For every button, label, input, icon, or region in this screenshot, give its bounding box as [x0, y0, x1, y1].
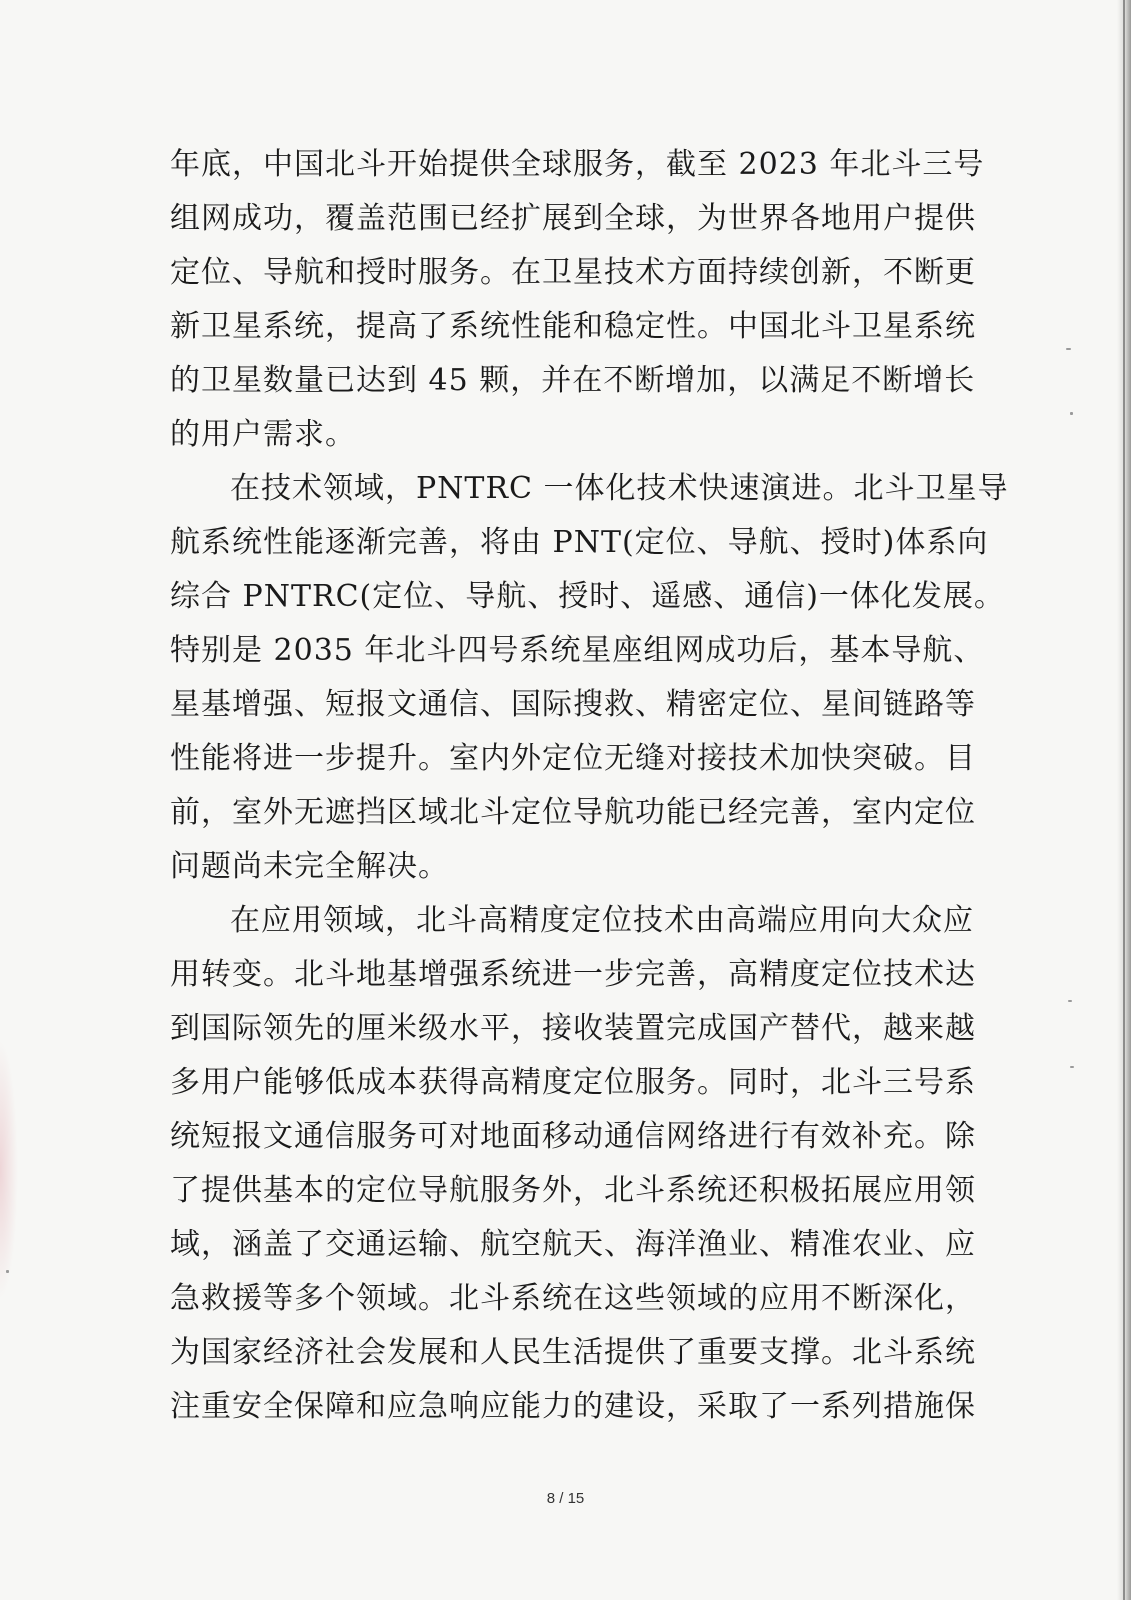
text-line: 星基增强、短报文通信、国际搜救、精密定位、星间链路等: [170, 687, 976, 722]
paragraph-3: [170, 894, 976, 1434]
text-line: 航系统性能逐渐完善，将由 PNT(定位、导航、授时)体系向: [170, 525, 989, 560]
text-line: 前，室外无遮挡区域北斗定位导航功能已经完善，室内定位: [170, 795, 976, 830]
text-line: 统短报文通信服务可对地面移动通信网络进行有效补充。除: [170, 1119, 976, 1154]
paragraph-2: [170, 462, 1009, 894]
text-line: 年底，中国北斗开始提供全球服务，截至 2023 年北斗三号: [170, 147, 985, 182]
text-line: 急救援等多个领域。北斗系统在这些领域的应用不断深化，: [170, 1281, 976, 1316]
scan-speck: [1068, 1000, 1072, 1002]
text-line: 综合 PNTRC(定位、导航、授时、遥感、通信)一体化发展。: [170, 579, 1005, 614]
body-text: [170, 138, 1009, 1434]
text-line: 特别是 2035 年北斗四号系统星座组网成功后，基本导航、: [170, 633, 985, 668]
text-line: 域，涵盖了交通运输、航空航天、海洋渔业、精准农业、应: [170, 1227, 976, 1262]
text-line: 性能将进一步提升。室内外定位无缝对接技术加快突破。目: [170, 741, 976, 776]
text-line: 问题尚未完全解决。: [170, 849, 449, 884]
scan-speck: [1070, 1066, 1074, 1068]
text-line: 到国际领先的厘米级水平，接收装置完成国产替代，越来越: [170, 1011, 976, 1046]
text-line: 的卫星数量已达到 45 颗，并在不断增加，以满足不断增长: [170, 363, 976, 398]
text-line: 在技术领域，PNTRC 一体化技术快速演进。北斗卫星导: [230, 471, 1009, 506]
text-line: 组网成功，覆盖范围已经扩展到全球，为世界各地用户提供: [170, 201, 976, 236]
text-line: 用转变。北斗地基增强系统进一步完善，高精度定位技术达: [170, 957, 976, 992]
scan-edge-line: [1123, 0, 1125, 1600]
text-line: 注重安全保障和应急响应能力的建设，采取了一系列措施保: [170, 1389, 976, 1424]
scan-speck: [6, 1270, 9, 1273]
text-line: 定位、导航和授时服务。在卫星技术方面持续创新，不断更: [170, 255, 976, 290]
text-line: 为国家经济社会发展和人民生活提供了重要支撑。北斗系统: [170, 1335, 976, 1370]
text-line: 的用户需求。: [170, 417, 356, 452]
scan-speck: [1070, 412, 1073, 415]
scan-speck: [1066, 348, 1071, 350]
text-line: 新卫星系统，提高了系统性能和稳定性。中国北斗卫星系统: [170, 309, 976, 344]
text-line: 多用户能够低成本获得高精度定位服务。同时，北斗三号系: [170, 1065, 976, 1100]
scan-stain: [0, 1040, 18, 1300]
page-number: 8 / 15: [546, 1490, 585, 1507]
paragraph-1: [170, 138, 985, 462]
text-line: 了提供基本的定位导航服务外，北斗系统还积极拓展应用领: [170, 1173, 976, 1208]
text-line: 在应用领域，北斗高精度定位技术由高端应用向大众应: [230, 903, 974, 938]
